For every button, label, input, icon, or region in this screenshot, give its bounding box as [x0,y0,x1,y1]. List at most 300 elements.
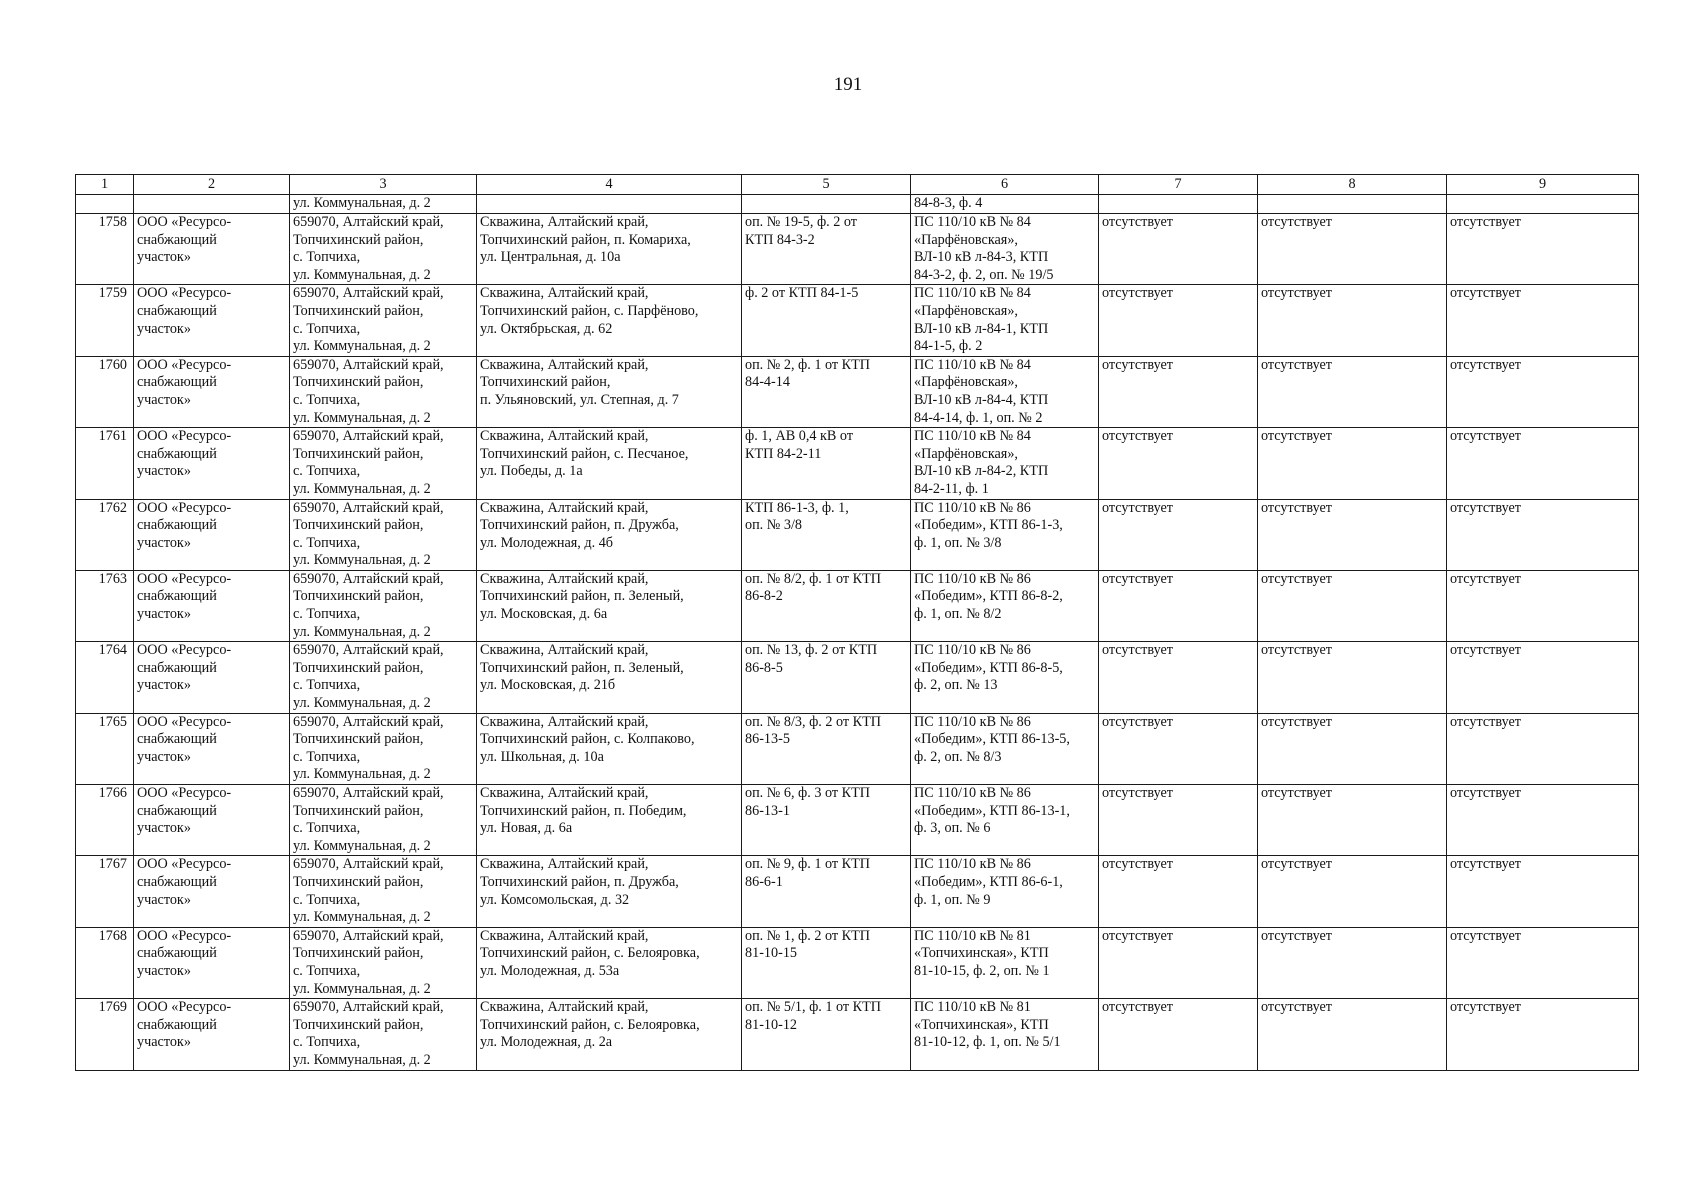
cell-text-line: Топчихинский район, [293,659,424,676]
cell-text-line: снабжающий [137,231,217,248]
cell-text-line: с. Топчиха, [293,891,361,908]
record-number: 1760 [76,356,134,427]
record-number: 1768 [76,927,134,998]
cell-text-line: «Победим», КТП 86-13-1, [914,802,1070,819]
cell-text-line: ул. Коммунальная, д. 2 [293,409,431,426]
connection-point [742,285,911,356]
cell-text-line: Топчихинский район, п. Дружба, [480,517,679,534]
cell-text-line: участок» [137,820,191,837]
column-9-value: отсутствует [1447,428,1639,499]
column-7-value: отсутствует [1099,356,1258,427]
organization-address [290,356,477,427]
cell-text-line: Топчихинский район, [293,374,424,391]
cell-text-line: ООО «Ресурсо- [137,570,232,587]
column-9-value: отсутствует [1447,570,1639,641]
cell-text-line: Топчихинский район, [293,231,424,248]
cell-text-line: Скважина, Алтайский край, [480,428,649,445]
organization [134,428,290,499]
cell-text-line: ПС 110/10 кВ № 86 [914,785,1031,801]
cell-text-line: 86-6-1 [745,873,783,890]
cell-text-line: с. Топчиха, [293,249,361,266]
table-row [76,785,1639,856]
cell-text-line: 659070, Алтайский край, [293,285,444,302]
cell-text-line: снабжающий [137,945,217,962]
cell-text-line: снабжающий [137,1016,217,1033]
cell-text-line: 84-4-14, ф. 1, оп. № 2 [914,409,1043,426]
column-7-value: отсутствует [1099,285,1258,356]
connection-point [742,856,911,927]
cell-text-line: с. Топчиха, [293,962,361,979]
connection-point [742,214,911,285]
cell-text-line: снабжающий [137,873,217,890]
cell-text-line: Скважина, Алтайский край, [480,499,649,516]
column-number-row [76,175,1639,195]
column-header: 8 [1258,175,1447,195]
object-location [477,927,742,998]
organization-address [290,927,477,998]
cell-text-line: ул. Молодежная, д. 4б [480,534,614,551]
column-9-value: отсутствует [1447,856,1639,927]
cell-text-line: ВЛ-10 кВ л-84-2, КТП [914,463,1049,480]
connection-point [742,642,911,713]
cell-text-line: Топчихинский район, [293,731,424,748]
cell-text-line: ПС 110/10 кВ № 86 [914,642,1031,659]
cell-text-line: КТП 84-2-11 [745,445,822,462]
cell-text-line: ПС 110/10 кВ № 81 [914,999,1031,1016]
cell-text-line: участок» [137,891,191,908]
cell-text-line: с. Топчиха, [293,606,361,623]
column-8-value: отсутствует [1258,927,1447,998]
cell-text-line: ул. Новая, д. 6а [480,820,573,837]
column-7-value: отсутствует [1099,999,1258,1070]
cell-text-line: с. Топчиха, [293,820,361,837]
cell-text-line: ул. Коммунальная, д. 2 [293,980,431,997]
column-7-value: отсутствует [1099,642,1258,713]
cell-text-line: ф. 1, АВ 0,4 кВ от [745,428,854,445]
column-9-value: отсутствует [1447,999,1639,1070]
object-location [477,356,742,427]
cell-text-line: Топчихинский район, [480,374,611,391]
cell-text-line: участок» [137,320,191,337]
table-cell [477,195,742,214]
object-location [477,642,742,713]
connection-point [742,927,911,998]
record-number: 1769 [76,999,134,1070]
cell-text-line: Топчихинский район, [293,302,424,319]
object-location [477,570,742,641]
organization-address [290,570,477,641]
cell-text-line: 81-10-12 [745,1016,798,1033]
cell-text-line: ул. Коммунальная, д. 2 [293,338,431,355]
column-9-value: отсутствует [1447,927,1639,998]
cell-text-line: оп. № 5/1, ф. 1 от КТП [745,999,882,1016]
table-row [76,214,1639,285]
table-cell: 84-8-3, ф. 4 [911,195,1099,214]
organization [134,927,290,998]
object-location [477,713,742,784]
cell-text-line: ул. Московская, д. 6а [480,606,608,623]
cell-text-line: ООО «Ресурсо- [137,642,232,659]
continuation-row [76,195,1639,214]
cell-text-line: Топчихинский район, с. Колпаково, [480,731,695,748]
table-cell: ул. Коммунальная, д. 2 [290,195,477,214]
record-number: 1761 [76,428,134,499]
cell-text-line: «Топчихинская», КТП [914,1016,1049,1033]
cell-text-line: 659070, Алтайский край, [293,999,444,1016]
cell-text-line: «Победим», КТП 86-13-5, [914,731,1070,748]
cell-text-line: «Победим», КТП 86-6-1, [914,873,1063,890]
cell-text-line: Скважина, Алтайский край, [480,713,649,730]
cell-text-line: 81-10-12, ф. 1, оп. № 5/1 [914,1034,1061,1051]
connection-point [742,499,911,570]
organization-address [290,428,477,499]
organization [134,856,290,927]
cell-text-line: ВЛ-10 кВ л-84-3, КТП [914,249,1049,266]
cell-text-line: Топчихинский район, п. Зеленый, [480,588,684,605]
cell-text-line: оп. № 6, ф. 3 от КТП [745,785,871,801]
cell-text-line: Скважина, Алтайский край, [480,570,649,587]
cell-text-line: ПС 110/10 кВ № 84 [914,356,1031,373]
column-header: 4 [477,175,742,195]
organization-address [290,856,477,927]
cell-text-line: ул. Молодежная, д. 2а [480,1034,613,1051]
table-cell [76,195,134,214]
cell-text-line: снабжающий [137,802,217,819]
power-source [911,499,1099,570]
column-8-value: отсутствует [1258,428,1447,499]
cell-text-line: 84-1-5, ф. 2 [914,338,983,355]
column-7-value: отсутствует [1099,927,1258,998]
cell-text-line: с. Топчиха, [293,463,361,480]
cell-text-line: ул. Октябрьская, д. 62 [480,320,613,337]
record-number: 1765 [76,713,134,784]
table-row [76,642,1639,713]
cell-text-line: участок» [137,249,191,266]
record-number: 1764 [76,642,134,713]
cell-text-line: ООО «Ресурсо- [137,499,232,516]
organization-address [290,785,477,856]
cell-text-line: Топчихинский район, с. Белояровка, [480,1016,700,1033]
cell-text-line: ООО «Ресурсо- [137,285,232,302]
column-8-value: отсутствует [1258,642,1447,713]
cell-text-line: Скважина, Алтайский край, [480,642,649,659]
cell-text-line: ООО «Ресурсо- [137,428,232,445]
cell-text-line: 659070, Алтайский край, [293,499,444,516]
column-9-value: отсутствует [1447,642,1639,713]
organization-address [290,642,477,713]
connection-point [742,428,911,499]
cell-text-line: ул. Коммунальная, д. 2 [293,695,431,712]
column-9-value: отсутствует [1447,285,1639,356]
column-header: 3 [290,175,477,195]
cell-text-line: Топчихинский район, с. Белояровка, [480,945,700,962]
record-number: 1767 [76,856,134,927]
organization-address [290,999,477,1070]
cell-text-line: Скважина, Алтайский край, [480,285,649,302]
cell-text-line: с. Топчиха, [293,748,361,765]
cell-text-line: КТП 84-3-2 [745,231,815,248]
column-7-value: отсутствует [1099,428,1258,499]
cell-text-line: ПС 110/10 кВ № 84 [914,285,1031,302]
object-location [477,856,742,927]
cell-text-line: Топчихинский район, [293,517,424,534]
cell-text-line: ООО «Ресурсо- [137,999,232,1016]
cell-text-line: КТП 86-1-3, ф. 1, [745,499,849,516]
power-source [911,285,1099,356]
cell-text-line: ПС 110/10 кВ № 86 [914,713,1031,730]
column-header: 6 [911,175,1099,195]
cell-text-line: п. Ульяновский, ул. Степная, д. 7 [480,391,679,408]
column-7-value: отсутствует [1099,785,1258,856]
cell-text-line: Топчихинский район, п. Дружба, [480,873,679,890]
organization [134,499,290,570]
organization [134,642,290,713]
organization [134,356,290,427]
cell-text-line: участок» [137,463,191,480]
cell-text-line: ф. 2 от КТП 84-1-5 [745,285,859,302]
column-8-value: отсутствует [1258,499,1447,570]
column-9-value: отсутствует [1447,356,1639,427]
cell-text-line: Топчихинский район, с. Песчаное, [480,445,689,462]
cell-text-line: участок» [137,962,191,979]
organization-address [290,285,477,356]
power-source [911,642,1099,713]
organization-address [290,713,477,784]
table-cell [1099,195,1258,214]
cell-text-line: 86-13-1 [745,802,790,819]
table-cell [1258,195,1447,214]
column-7-value: отсутствует [1099,713,1258,784]
cell-text-line: ул. Коммунальная, д. 2 [293,552,431,569]
cell-text-line: ООО «Ресурсо- [137,713,232,730]
cell-text-line: оп. № 2, ф. 1 от КТП [745,356,871,373]
cell-text-line: участок» [137,677,191,694]
organization-address [290,499,477,570]
organization-address [290,214,477,285]
cell-text-line: ф. 1, оп. № 9 [914,891,991,908]
cell-text-line: участок» [137,534,191,551]
cell-text-line: ф. 1, оп. № 8/2 [914,606,1002,623]
cell-text-line: снабжающий [137,588,217,605]
cell-text-line: 659070, Алтайский край, [293,785,444,801]
table-row [76,285,1639,356]
cell-text-line: ул. Коммунальная, д. 2 [293,623,431,640]
organization [134,214,290,285]
cell-text-line: «Парфёновская», [914,445,1018,462]
cell-text-line: ф. 2, оп. № 8/3 [914,748,1002,765]
cell-text-line: «Победим», КТП 86-8-2, [914,588,1063,605]
cell-text-line: «Парфёновская», [914,302,1018,319]
table-row [76,499,1639,570]
cell-text-line: оп. № 1, ф. 2 от КТП [745,927,871,944]
power-source [911,428,1099,499]
cell-text-line: ул. Коммунальная, д. 2 [293,909,431,926]
cell-text-line: ул. Победы, д. 1а [480,463,583,480]
cell-text-line: ул. Коммунальная, д. 2 [293,480,431,497]
cell-text-line: Топчихинский район, [293,1016,424,1033]
cell-text-line: 84-2-11, ф. 1 [914,480,989,497]
connection-point [742,356,911,427]
table-row [76,713,1639,784]
organization [134,285,290,356]
column-header: 2 [134,175,290,195]
column-header: 5 [742,175,911,195]
cell-text-line: ООО «Ресурсо- [137,856,232,873]
table-cell [134,195,290,214]
cell-text-line: 84-4-14 [745,374,790,391]
cell-text-line: Топчихинский район, [293,802,424,819]
cell-text-line: с. Топчиха, [293,320,361,337]
column-9-value: отсутствует [1447,499,1639,570]
cell-text-line: ООО «Ресурсо- [137,785,232,801]
cell-text-line: 659070, Алтайский край, [293,713,444,730]
column-7-value: отсутствует [1099,499,1258,570]
record-number: 1762 [76,499,134,570]
cell-text-line: 659070, Алтайский край, [293,356,444,373]
object-location [477,214,742,285]
cell-text-line: оп. № 19-5, ф. 2 от [745,214,857,230]
cell-text-line: ООО «Ресурсо- [137,356,232,373]
cell-text-line: ПС 110/10 кВ № 86 [914,499,1031,516]
connection-point [742,570,911,641]
cell-text-line: Топчихинский район, п. Комариха, [480,231,691,248]
cell-text-line: Топчихинский район, с. Парфёново, [480,302,699,319]
cell-text-line: участок» [137,748,191,765]
cell-text-line: 659070, Алтайский край, [293,856,444,873]
cell-text-line: Топчихинский район, [293,445,424,462]
column-9-value: отсутствует [1447,713,1639,784]
cell-text-line: с. Топчиха, [293,391,361,408]
cell-text-line: оп. № 8/3, ф. 2 от КТП [745,713,882,730]
cell-text-line: Скважина, Алтайский край, [480,999,649,1016]
power-source [911,713,1099,784]
power-source [911,856,1099,927]
cell-text-line: оп. № 9, ф. 1 от КТП [745,856,871,873]
power-source [911,570,1099,641]
column-8-value: отсутствует [1258,214,1447,285]
cell-text-line: «Парфёновская», [914,231,1018,248]
cell-text-line: «Победим», КТП 86-8-5, [914,659,1063,676]
cell-text-line: 84-3-2, ф. 2, оп. № 19/5 [914,266,1054,283]
cell-text-line: Скважина, Алтайский край, [480,785,649,801]
cell-text-line: оп. № 8/2, ф. 1 от КТП [745,570,882,587]
cell-text-line: 86-8-2 [745,588,783,605]
table-row [76,999,1639,1070]
cell-text-line: ПС 110/10 кВ № 86 [914,570,1031,587]
power-source [911,356,1099,427]
cell-text-line: Скважина, Алтайский край, [480,214,649,230]
cell-text-line: ООО «Ресурсо- [137,214,232,230]
page-number: 191 [833,74,863,95]
organization [134,785,290,856]
column-7-value: отсутствует [1099,570,1258,641]
column-8-value: отсутствует [1258,713,1447,784]
cell-text-line: ул. Школьная, д. 10а [480,748,604,765]
record-number: 1759 [76,285,134,356]
cell-text-line: 659070, Алтайский край, [293,570,444,587]
cell-text-line: снабжающий [137,659,217,676]
column-9-value: отсутствует [1447,214,1639,285]
cell-text-line: ул. Коммунальная, д. 2 [293,1051,431,1068]
cell-text-line: ф. 3, оп. № 6 [914,820,991,837]
object-location [477,285,742,356]
column-7-value: отсутствует [1099,214,1258,285]
cell-text-line: ул. Московская, д. 21б [480,677,616,694]
cell-text-line: 659070, Алтайский край, [293,642,444,659]
table-row [76,856,1639,927]
cell-text-line: Скважина, Алтайский край, [480,856,649,873]
cell-text-line: снабжающий [137,445,217,462]
cell-text-line: ВЛ-10 кВ л-84-4, КТП [914,391,1049,408]
cell-text-line: участок» [137,606,191,623]
column-header: 9 [1447,175,1639,195]
object-location [477,999,742,1070]
table-cell [742,195,911,214]
object-location [477,499,742,570]
cell-text-line: ПС 110/10 кВ № 81 [914,927,1031,944]
cell-text-line: снабжающий [137,374,217,391]
cell-text-line: Топчихинский район, п. Зеленый, [480,659,684,676]
column-8-value: отсутствует [1258,570,1447,641]
cell-text-line: 659070, Алтайский край, [293,214,444,230]
cell-text-line: ПС 110/10 кВ № 84 [914,428,1031,445]
table-row [76,356,1639,427]
connection-point [742,785,911,856]
power-source [911,999,1099,1070]
table-row [76,927,1639,998]
column-8-value: отсутствует [1258,356,1447,427]
cell-text-line: «Парфёновская», [914,374,1018,391]
registry-table [75,174,1639,1071]
table-row [76,428,1639,499]
cell-text-line: ВЛ-10 кВ л-84-1, КТП [914,320,1049,337]
cell-text-line: ул. Коммунальная, д. 2 [293,837,431,854]
cell-text-line: 659070, Алтайский край, [293,927,444,944]
cell-text-line: Топчихинский район, [293,588,424,605]
object-location [477,785,742,856]
power-source [911,785,1099,856]
column-7-value: отсутствует [1099,856,1258,927]
cell-text-line: ПС 110/10 кВ № 86 [914,856,1031,873]
cell-text-line: 86-8-5 [745,659,783,676]
column-8-value: отсутствует [1258,999,1447,1070]
cell-text-line: ПС 110/10 кВ № 84 [914,214,1031,230]
power-source [911,927,1099,998]
organization [134,570,290,641]
column-8-value: отсутствует [1258,785,1447,856]
table-row [76,570,1639,641]
cell-text-line: «Победим», КТП 86-1-3, [914,517,1063,534]
record-number: 1758 [76,214,134,285]
cell-text-line: снабжающий [137,517,217,534]
cell-text-line: ул. Комсомольская, д. 32 [480,891,630,908]
column-header: 1 [76,175,134,195]
cell-text-line: с. Топчиха, [293,1034,361,1051]
connection-point [742,713,911,784]
cell-text-line: 86-13-5 [745,731,790,748]
column-8-value: отсутствует [1258,285,1447,356]
cell-text-line: ул. Центральная, д. 10а [480,249,621,266]
power-source [911,214,1099,285]
cell-text-line: с. Топчиха, [293,534,361,551]
cell-text-line: ООО «Ресурсо- [137,927,232,944]
cell-text-line: 81-10-15, ф. 2, оп. № 1 [914,962,1050,979]
cell-text-line: ул. Молодежная, д. 53а [480,962,620,979]
cell-text-line: ф. 2, оп. № 13 [914,677,998,694]
cell-text-line: «Топчихинская», КТП [914,945,1049,962]
cell-text-line: Скважина, Алтайский край, [480,356,649,373]
cell-text-line: Топчихинский район, [293,873,424,890]
